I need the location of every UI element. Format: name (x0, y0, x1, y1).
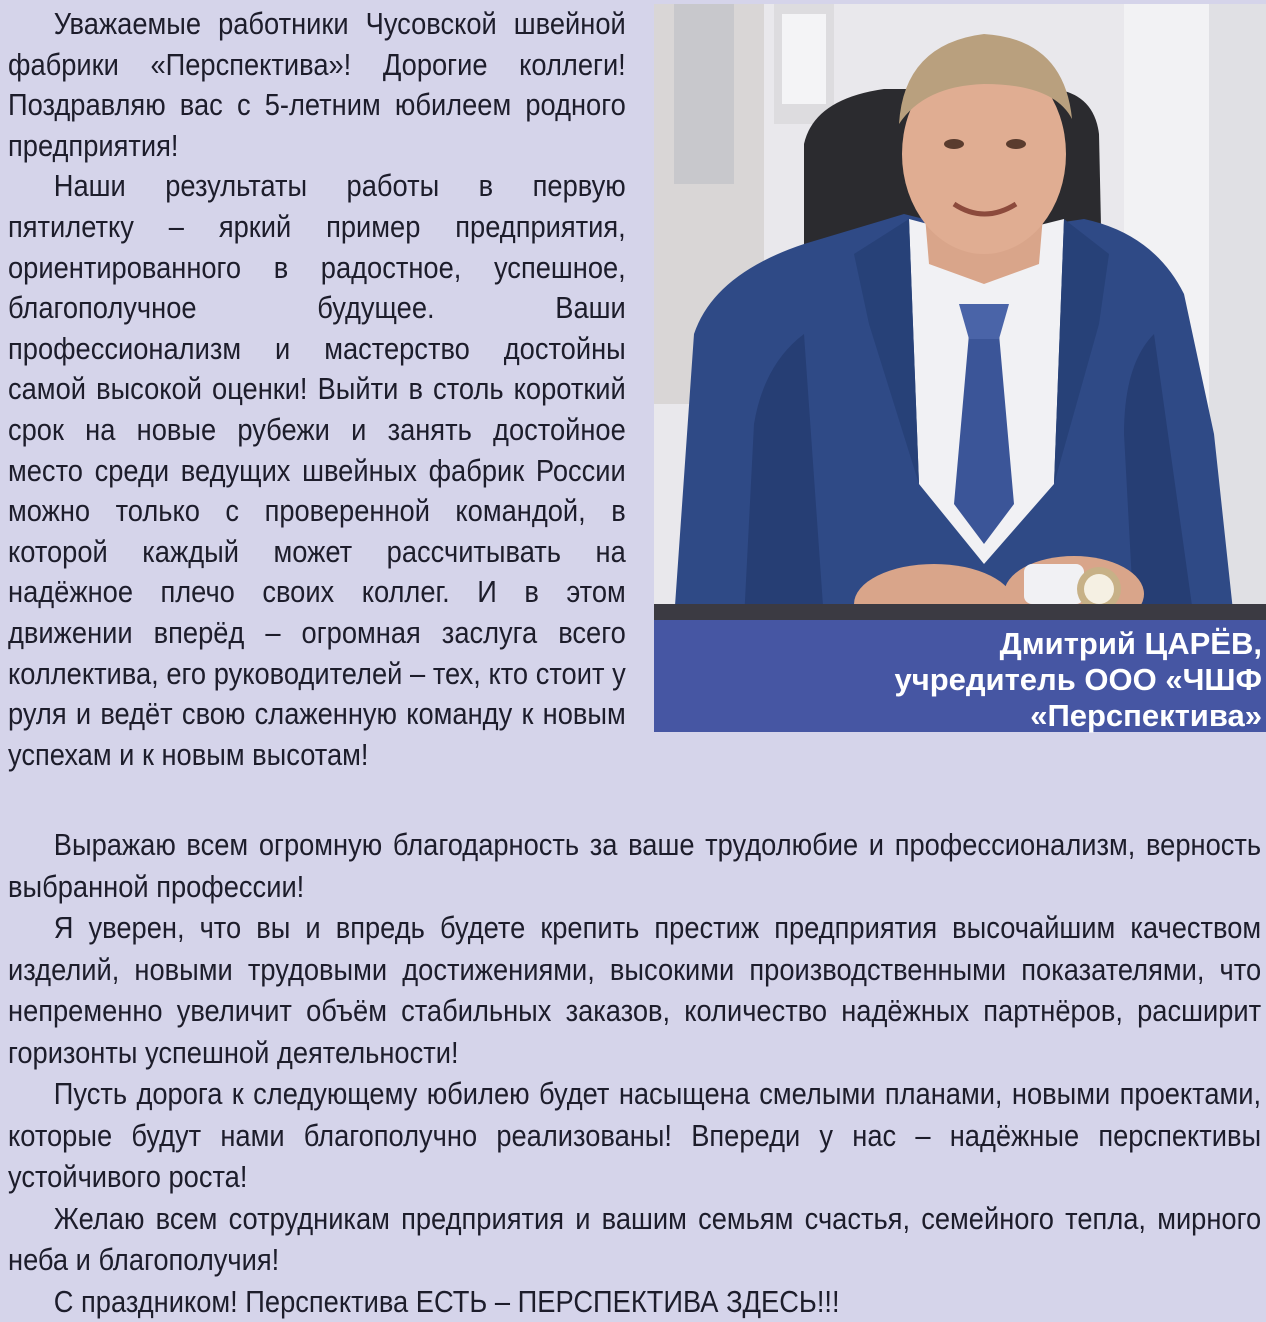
caption-position: учредитель ООО «ЧШФ (654, 662, 1262, 698)
article-column-text (8, 4, 626, 775)
photo-caption (654, 620, 1266, 732)
paragraph-wishes-family: Желаю всем сотрудникам предприятия и вашим семьям счастья, семейного тепла, мирного неба и благополучия! (8, 1198, 1261, 1281)
paragraph-confidence: Я уверен, что вы и впредь будете крепить престиж предприятия высочайшим качеством изделий, новыми трудовыми достижениями, высокими производственными показателями, что непременно увеличит объём стабильных заказов, количество надёжных партнёров, расширит горизонты успешной деятельности! (8, 907, 1261, 1073)
paragraph-results: Наши результаты работы в первую пятилетку – яркий пример предприятия, ориентированного в радостное, успешное, благополучное будущее. Ваши профессионализм и мастерство достойны самой высокой оценки! Выйти в столь короткий срок на новые рубежи и занять достойное место среди ведущих швейных фабрик России можно только с проверенной командой, в которой каждый может рассчитывать на надёжное плечо своих коллег. И в этом движении вперёд – огромная заслуга всего коллектива, его руководителей – тех, кто стоит у руля и ведёт свою слаженную команду к новым успехам и к новым высотам! (8, 166, 626, 775)
caption-company: «Перспектива» (654, 698, 1262, 734)
paragraph-greeting: Уважаемые работники Чусовской швейной фабрики «Перспектива»! Дорогие коллеги! Поздравляю вас с 5-летним юбилеем родного предприятия! (8, 4, 626, 166)
paragraph-closing: С праздником! Перспектива ЕСТЬ – ПЕРСПЕКТИВА ЗДЕСЬ!!! (8, 1281, 1261, 1322)
article-full-width-text (8, 824, 1261, 1322)
paragraph-gratitude: Выражаю всем огромную благодарность за ваше трудолюбие и профессионализм, верность выбранной профессии! (8, 824, 1261, 907)
portrait-illustration (654, 4, 1266, 620)
caption-name: Дмитрий ЦАРЁВ, (654, 626, 1262, 662)
paragraph-wishes-road: Пусть дорога к следующему юбилею будет насыщена смелыми планами, новыми проектами, которые будут нами благополучно реализованы! Впереди у нас – надёжные перспективы устойчивого роста! (8, 1073, 1261, 1198)
portrait-photo (654, 4, 1266, 620)
